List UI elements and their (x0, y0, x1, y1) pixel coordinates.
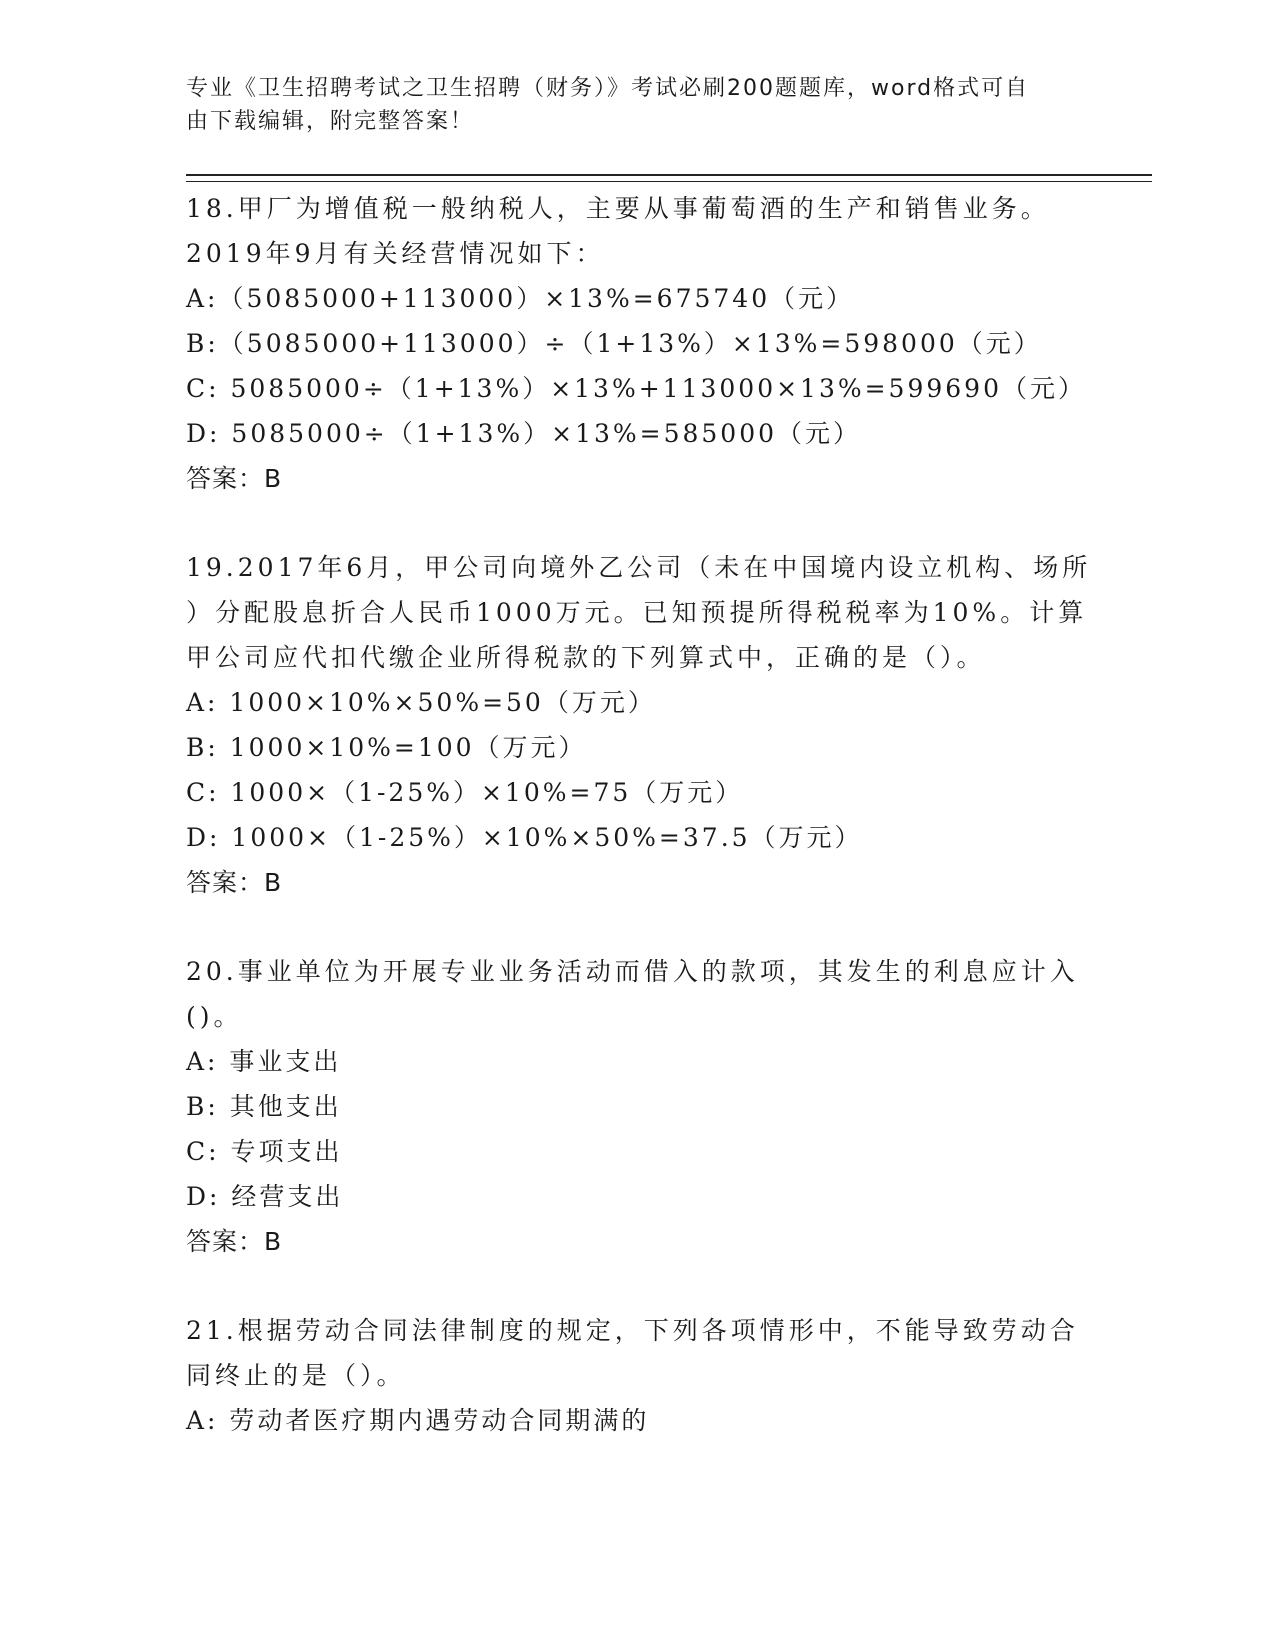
answer-line: 答案：B (186, 868, 283, 897)
header-divider-thick (186, 174, 1152, 176)
header-line-2: 由下载编辑，附完整答案！ (186, 109, 475, 134)
option-c: C: 专项支出 (186, 1137, 343, 1166)
option-a: A: 劳动者医疗期内遇劳动合同期满的 (186, 1406, 650, 1435)
question-18 (186, 186, 1086, 501)
answer-line: 答案：B (186, 464, 283, 493)
question-stem-line: 2019年9月有关经营情况如下： (186, 239, 605, 268)
option-d: D: 5085000÷（1+13%）×13%=585000（元） (186, 419, 862, 448)
header-divider-thin (186, 181, 1152, 182)
option-a: A: 1000×10%×50%=50（万元） (186, 688, 656, 717)
option-a: A: 事业支出 (186, 1047, 342, 1076)
question-stem-line: ()。 (186, 1002, 243, 1031)
answer-line: 答案：B (186, 1227, 283, 1256)
question-stem-line: ）分配股息折合人民币1000万元。已知预提所得税税率为10%。计算 (186, 598, 1088, 627)
question-20 (186, 949, 1086, 1264)
option-d: D: 经营支出 (186, 1182, 344, 1211)
option-b: B: 1000×10%=100（万元） (186, 733, 587, 762)
option-b: B: 其他支出 (186, 1092, 342, 1121)
question-21 (186, 1308, 1086, 1443)
question-stem-line: 19.2017年6月，甲公司向境外乙公司（未在中国境内设立机构、场所 (186, 553, 1092, 582)
question-list (186, 186, 1092, 1487)
header-line-1: 专业《卫生招聘考试之卫生招聘（财务）》考试必刷200题题库，word格式可自 (186, 76, 1030, 101)
question-stem-line: 21.根据劳动合同法律制度的规定，下列各项情形中，不能导致劳动合 (186, 1316, 1079, 1345)
option-b: B:（5085000+113000）÷（1+13%）×13%=598000（元） (186, 329, 1042, 358)
option-c: C: 1000×（1-25%）×10%=75（万元） (186, 778, 744, 807)
question-19 (186, 545, 1092, 905)
option-d: D: 1000×（1-25%）×10%×50%=37.5（万元） (186, 823, 863, 852)
option-a: A:（5085000+113000）×13%=675740（元） (186, 284, 855, 313)
question-stem-line: 同终止的是（）。 (186, 1361, 406, 1390)
question-stem-line: 甲公司应代扣代缴企业所得税款的下列算式中，正确的是（）。 (186, 643, 986, 672)
question-stem-line: 18.甲厂为增值税一般纳税人，主要从事葡萄酒的生产和销售业务。 (186, 194, 1050, 223)
document-header (186, 72, 1066, 138)
option-c: C: 5085000÷（1+13%）×13%+113000×13%=599690（元） (186, 374, 1086, 403)
question-stem-line: 20.事业单位为开展专业业务活动而借入的款项，其发生的利息应计入 (186, 957, 1079, 986)
